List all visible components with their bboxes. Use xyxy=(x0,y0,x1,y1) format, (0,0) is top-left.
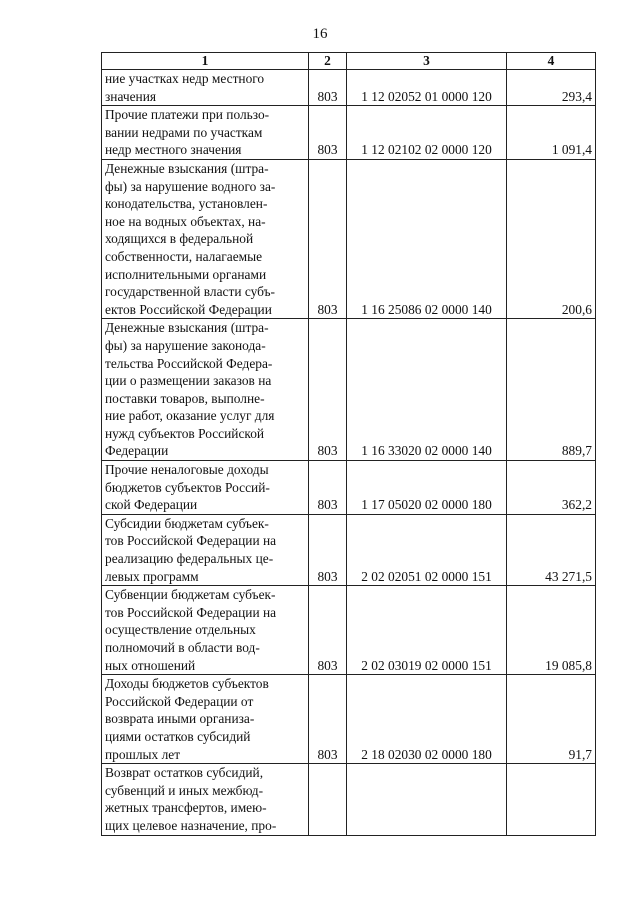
row-description: Прочие платежи при пользо- вании недрами по участкам недр местного значения xyxy=(102,106,309,160)
column-header-2: 2 xyxy=(309,53,347,70)
row-budget-code: 2 18 02030 02 0000 180 xyxy=(347,675,507,764)
table-row xyxy=(102,159,596,318)
row-amount: 43 271,5 xyxy=(507,514,596,585)
row-amount: 889,7 xyxy=(507,319,596,461)
row-amount: 19 085,8 xyxy=(507,586,596,675)
row-description: Прочие неналоговые доходы бюджетов субъектов Россий- ской Федерации xyxy=(102,461,309,515)
row-amount: 91,7 xyxy=(507,675,596,764)
row-amount xyxy=(507,764,596,835)
row-description: ние участках недр местного значения xyxy=(102,70,309,106)
row-administrator-code xyxy=(309,764,347,835)
row-budget-code: 1 12 02102 02 0000 120 xyxy=(347,106,507,160)
row-budget-code: 1 12 02052 01 0000 120 xyxy=(347,70,507,106)
row-budget-code xyxy=(347,764,507,835)
row-description: Денежные взыскания (штра- фы) за нарушение законода- тельства Российской Федера- ции о размещении заказов на поставки товаров, выполне- ние работ, оказание услуг для нужд субъектов Российской Федерации xyxy=(102,319,309,461)
row-description: Субсидии бюджетам субъек- тов Российской Федерации на реализацию федеральных це- левых программ xyxy=(102,514,309,585)
table-row xyxy=(102,586,596,675)
row-amount: 362,2 xyxy=(507,461,596,515)
row-amount: 293,4 xyxy=(507,70,596,106)
row-budget-code: 2 02 03019 02 0000 151 xyxy=(347,586,507,675)
table-row xyxy=(102,461,596,515)
column-header-4: 4 xyxy=(507,53,596,70)
row-budget-code: 1 16 33020 02 0000 140 xyxy=(347,319,507,461)
table-row xyxy=(102,106,596,160)
table-header-row xyxy=(102,53,596,70)
table-row xyxy=(102,764,596,835)
row-description: Субвенции бюджетам субъек- тов Российской Федерации на осуществление отдельных полномочий в области вод- ных отношений xyxy=(102,586,309,675)
row-administrator-code: 803 xyxy=(309,586,347,675)
row-amount: 200,6 xyxy=(507,159,596,318)
row-budget-code: 1 16 25086 02 0000 140 xyxy=(347,159,507,318)
row-amount: 1 091,4 xyxy=(507,106,596,160)
table-row xyxy=(102,70,596,106)
row-administrator-code: 803 xyxy=(309,70,347,106)
row-description: Возврат остатков субсидий, субвенций и иных межбюд- жетных трансфертов, имею- щих целевое назначение, про- xyxy=(102,764,309,835)
row-administrator-code: 803 xyxy=(309,461,347,515)
column-header-3: 3 xyxy=(347,53,507,70)
row-administrator-code: 803 xyxy=(309,675,347,764)
row-administrator-code: 803 xyxy=(309,319,347,461)
row-administrator-code: 803 xyxy=(309,106,347,160)
row-description: Доходы бюджетов субъектов Российской Федерации от возврата иными организа- циями остатков субсидий прошлых лет xyxy=(102,675,309,764)
revenue-table xyxy=(101,52,596,836)
row-description: Денежные взыскания (штра- фы) за нарушение водного за- конодательства, установлен- ное на водных объектах, на- ходящихся в федеральной собственности, налагаемые исполнительными органами государственной власти субъ- ектов Российской Федерации xyxy=(102,159,309,318)
row-administrator-code: 803 xyxy=(309,159,347,318)
row-administrator-code: 803 xyxy=(309,514,347,585)
column-header-1: 1 xyxy=(102,53,309,70)
page-number: 16 xyxy=(312,26,328,42)
row-budget-code: 1 17 05020 02 0000 180 xyxy=(347,461,507,515)
table-row xyxy=(102,319,596,461)
row-budget-code: 2 02 02051 02 0000 151 xyxy=(347,514,507,585)
table-row xyxy=(102,514,596,585)
table-row xyxy=(102,675,596,764)
